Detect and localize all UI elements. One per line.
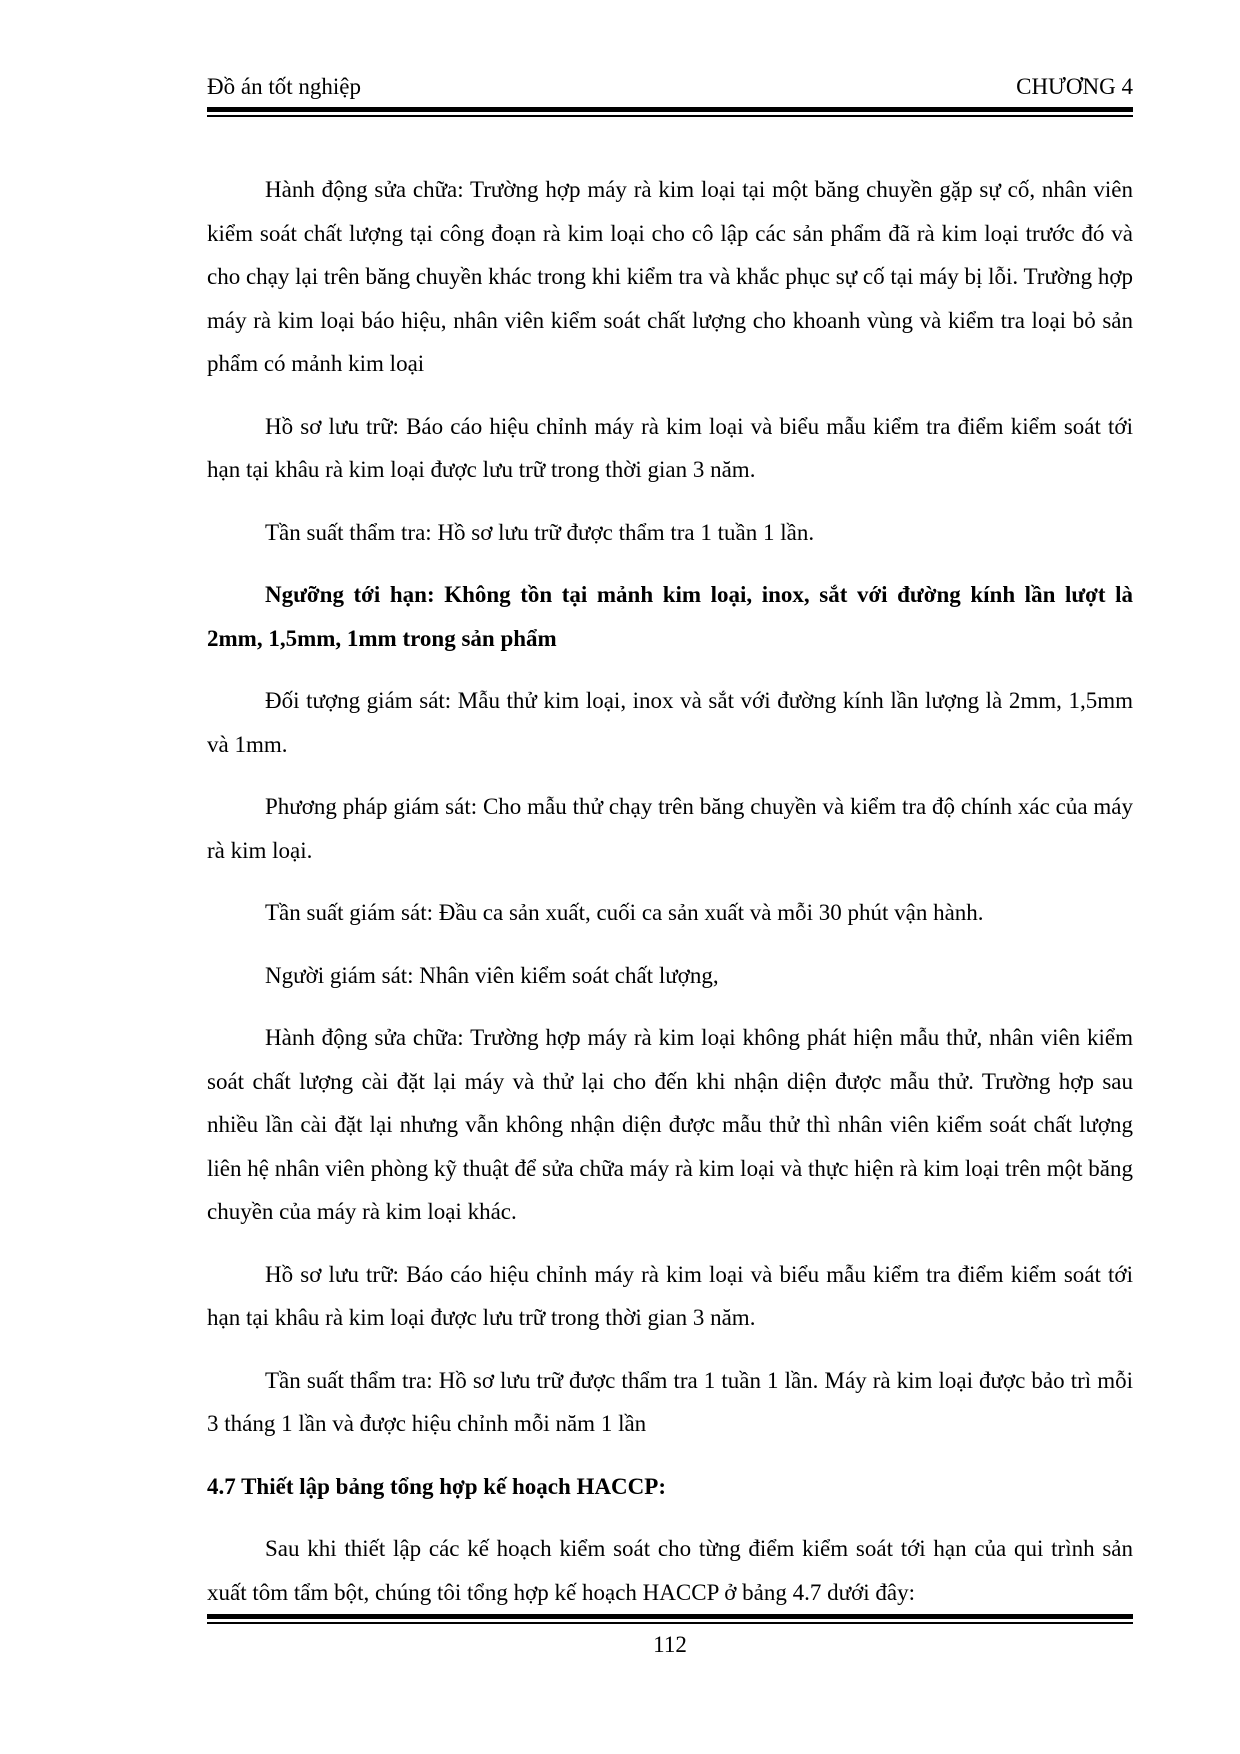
paragraph-verification-frequency-2: Tần suất thẩm tra: Hồ sơ lưu trữ được thẩm tra 1 tuần 1 lần. Máy rà kim loại được bảo trì mỗi 3 tháng 1 lần và được hiệu chỉnh mỗi năm 1 lần	[207, 1367, 1133, 1436]
paragraph-records-1: Hồ sơ lưu trữ: Báo cáo hiệu chỉnh máy rà kim loại và biểu mẫu kiểm tra điểm kiểm soát tới hạn tại khâu rà kim loại được lưu trữ trong thời gian 3 năm.	[207, 413, 1133, 482]
paragraph-corrective-action-2: Hành động sửa chữa: Trường hợp máy rà kim loại không phát hiện mẫu thử, nhân viên kiểm soát chất lượng cài đặt lại máy và thử lại cho đến khi nhận diện được mẫu thử. Trường hợp sau nhiều lần cài đặt lại nhưng vẫn không nhận diện được mẫu thử thì nhân viên kiểm soát chất lượng liên hệ nhân viên phòng kỹ thuật để sửa chữa máy rà kim loại và thực hiện rà kim loại trên một băng chuyền của máy rà kim loại khác.	[207, 1025, 1133, 1224]
page-number: 112	[653, 1632, 687, 1657]
paragraph-records-2: Hồ sơ lưu trữ: Báo cáo hiệu chỉnh máy rà kim loại và biểu mẫu kiểm tra điểm kiểm soát tới hạn tại khâu rà kim loại được lưu trữ trong thời gian 3 năm.	[207, 1261, 1133, 1330]
paragraph-monitoring-object: Đối tượng giám sát: Mẫu thử kim loại, inox và sắt với đường kính lần lượng là 2mm, 1,5mm và 1mm.	[207, 688, 1133, 757]
section-heading: 4.7 Thiết lập bảng tổng hợp kế hoạch HACCP:	[207, 1473, 666, 1499]
paragraph-critical-limit: Ngưỡng tới hạn: Không tồn tại mảnh kim loại, inox, sắt với đường kính lần lượt là 2mm, 1,5mm, 1mm trong sản phẩm	[207, 582, 1133, 651]
page-header	[207, 74, 1133, 104]
paragraph-verification-frequency-1: Tần suất thẩm tra: Hồ sơ lưu trữ được thẩm tra 1 tuần 1 lần.	[265, 519, 815, 545]
paragraph-closing: Sau khi thiết lập các kế hoạch kiểm soát cho từng điểm kiểm soát tới hạn của qui trình sản xuất tôm tẩm bột, chúng tôi tổng hợp kế hoạch HACCP ở bảng 4.7 dưới đây:	[207, 1536, 1133, 1605]
paragraph-monitoring-frequency: Tần suất giám sát: Đầu ca sản xuất, cuối ca sản xuất và mỗi 30 phút vận hành.	[265, 900, 984, 925]
header-document-title: Đồ án tốt nghiệp	[207, 74, 361, 99]
paragraph-monitoring-method: Phương pháp giám sát: Cho mẫu thử chạy trên băng chuyền và kiểm tra độ chính xác của máy rà kim loại.	[207, 794, 1133, 863]
footer-double-rule	[207, 1614, 1133, 1624]
page-body	[207, 168, 1133, 1633]
header-double-rule	[207, 107, 1133, 117]
paragraph-monitoring-person: Người giám sát: Nhân viên kiểm soát chất lượng,	[265, 962, 719, 988]
paragraph-corrective-action-1: Hành động sửa chữa: Trường hợp máy rà kim loại tại một băng chuyền gặp sự cố, nhân viên kiểm soát chất lượng tại công đoạn rà kim loại cho cô lập các sản phẩm đã rà kim loại trước đó và cho chạy lại trên băng chuyền khác trong khi kiểm tra và khắc phục sự cố tại máy bị lỗi. Trường hợp máy rà kim loại báo hiệu, nhân viên kiểm soát chất lượng cho khoanh vùng và kiểm tra loại bỏ sản phẩm có mảnh kim loại	[207, 177, 1133, 376]
header-chapter-label: CHƯƠNG 4	[1016, 74, 1133, 99]
